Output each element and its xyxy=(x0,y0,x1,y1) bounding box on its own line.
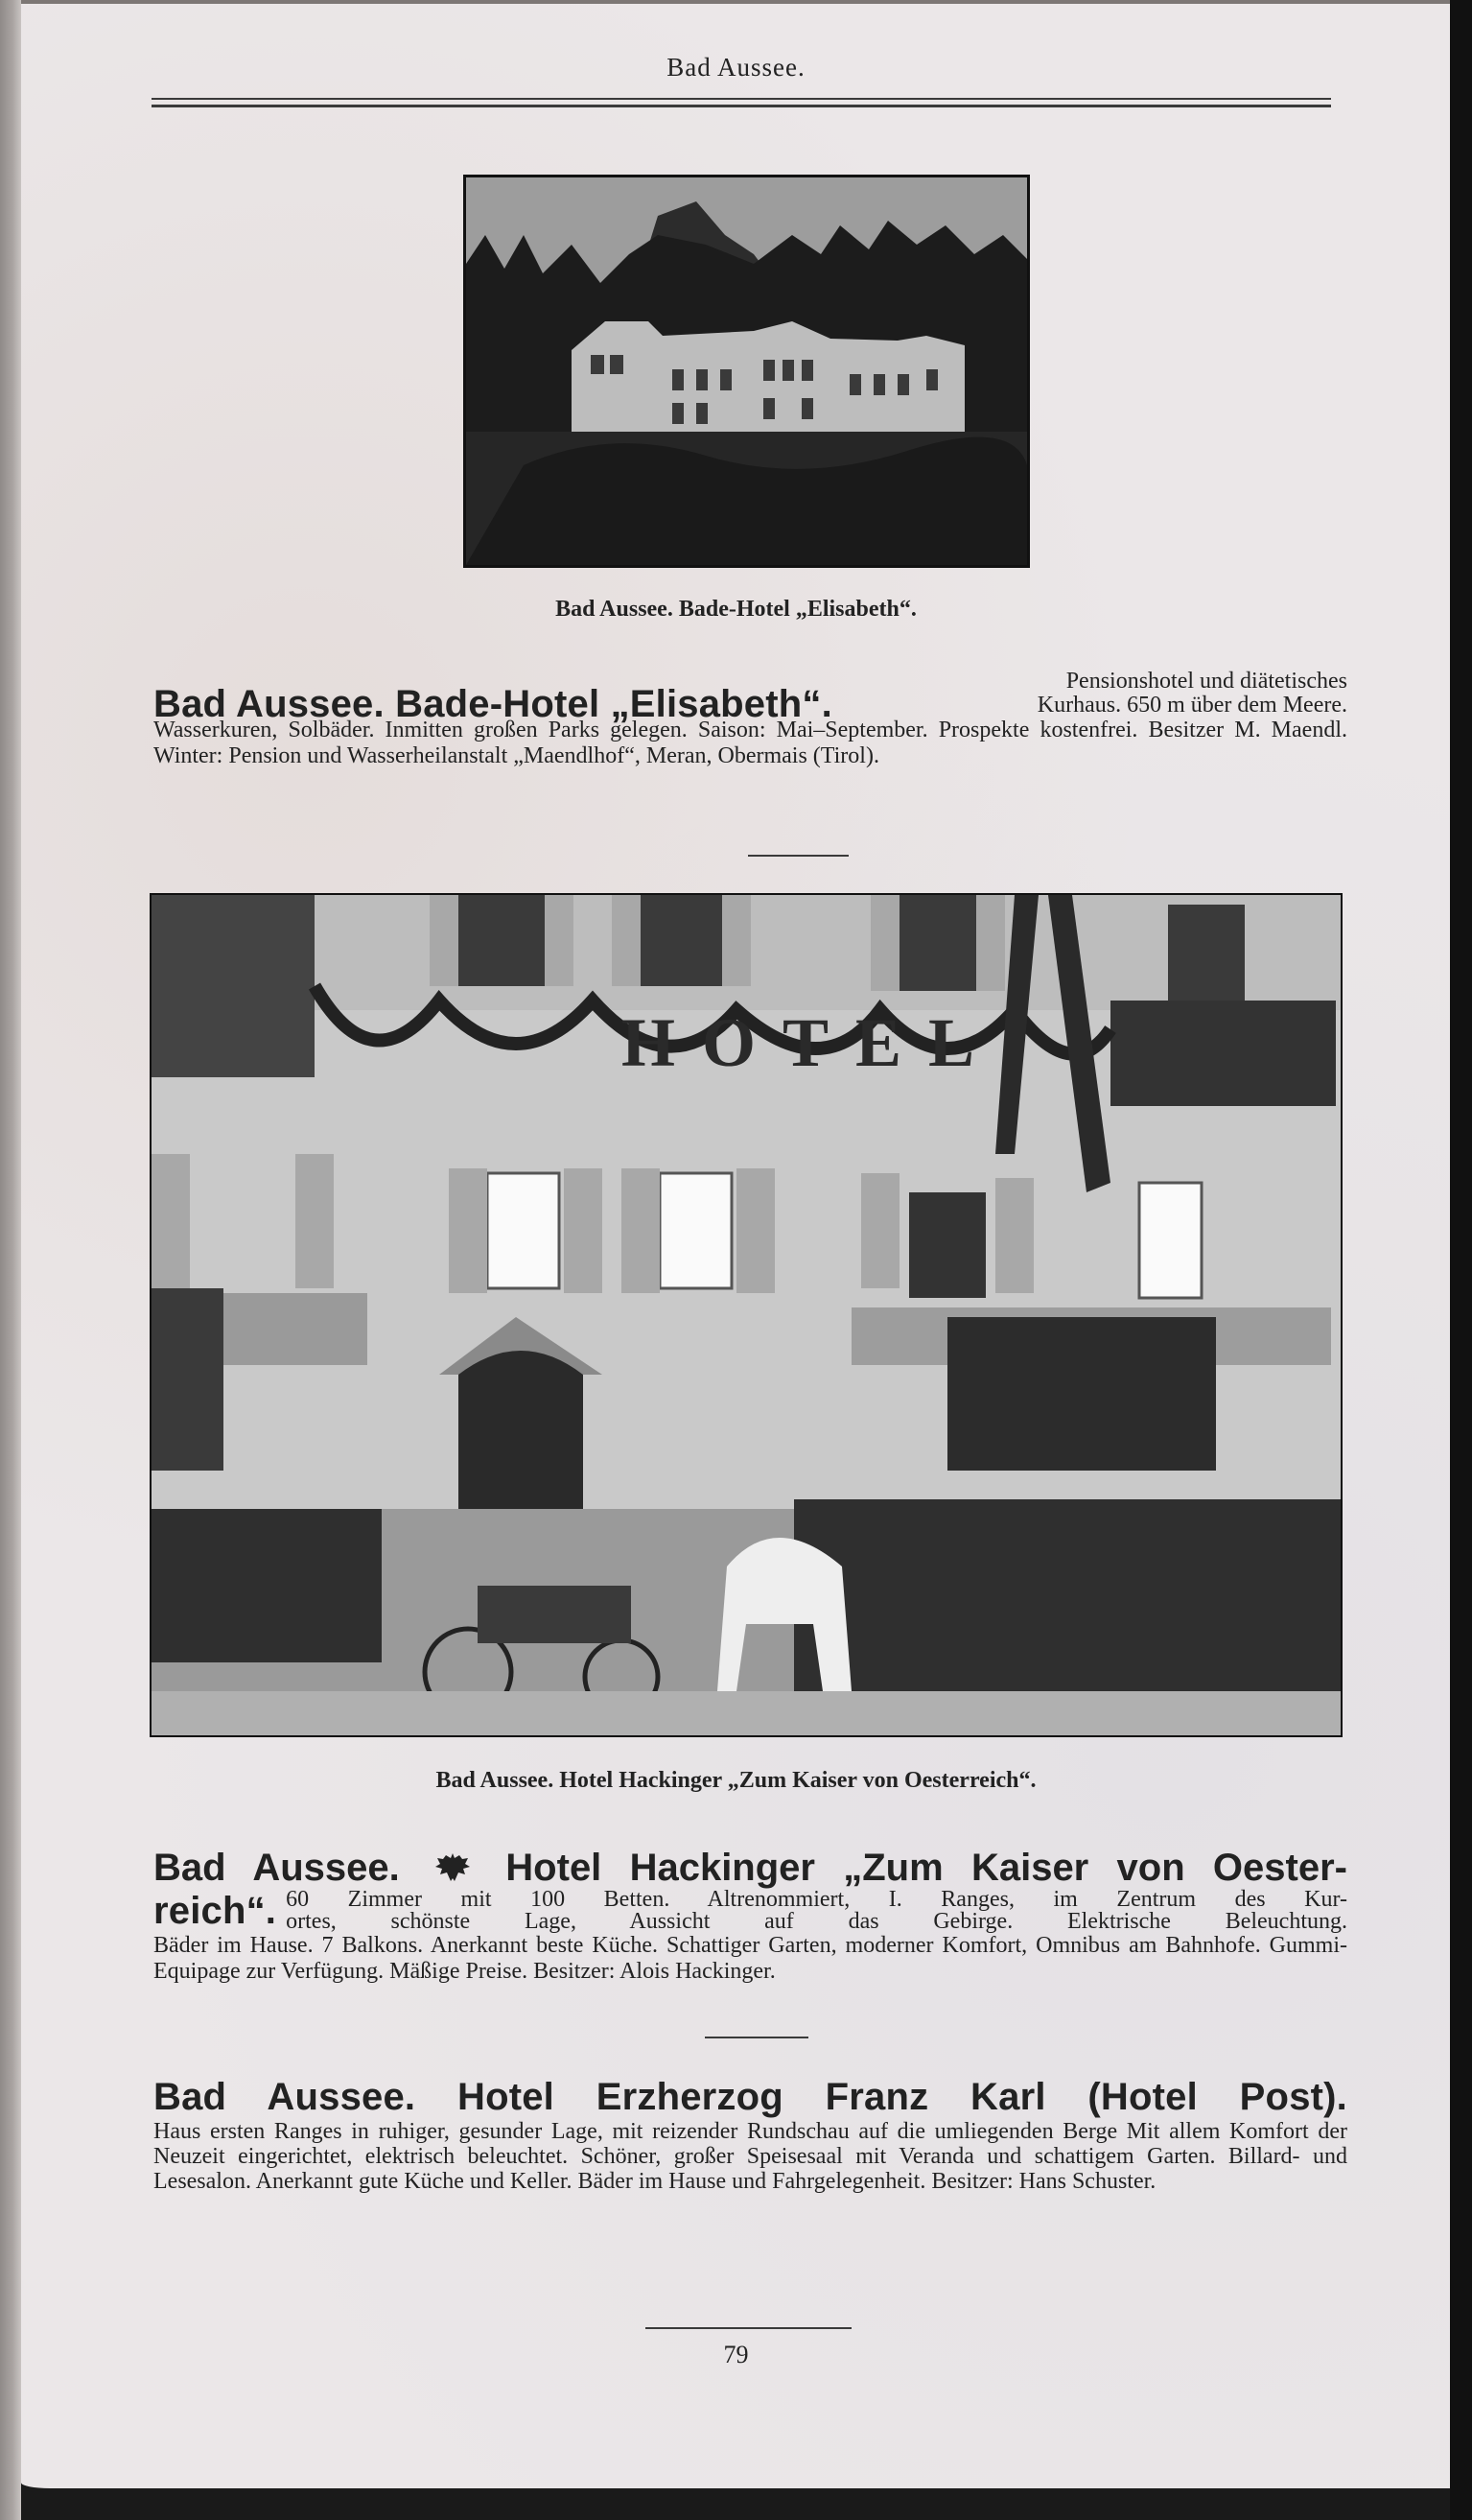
entry-title xyxy=(153,1847,1347,1889)
entry-body: Bäder im Hause. 7 Balkons. Anerkannt beste Küche. Schattiger Garten, moderner Komfort, Omnibus am Bahnhofe. Gummi-Equipage zur Verfügung. Mäßige Preise. Besitzer: Alois Hackinger. xyxy=(153,1933,1347,1984)
entry-title-part2: Hotel Hackinger „Zum Kaiser von Oester- xyxy=(505,1847,1347,1889)
entry-intro xyxy=(286,1889,1347,1933)
photo-caption-hackinger: Bad Aussee. Hotel Hackinger „Zum Kaiser von Oesterreich“. xyxy=(435,1768,1037,1793)
page-right-shadow xyxy=(1450,0,1472,2520)
entry-title: Bad Aussee. Hotel Erzherzog Franz Karl (Hotel Post). xyxy=(153,2076,1347,2118)
book-binding-edge xyxy=(0,0,21,2520)
entry-intro-line: ortes, schönste Lage, Aussicht auf das Gebirge. Elektrische Beleuchtung. xyxy=(286,1909,1347,1934)
entry-hotel-elisabeth xyxy=(153,670,1347,769)
section-divider xyxy=(645,2327,852,2329)
section-divider xyxy=(705,2037,808,2038)
photo-hotel-hackinger-image xyxy=(152,895,1341,1735)
double-headed-eagle-icon xyxy=(433,1849,472,1884)
hotel-facade-sign: HOTEL xyxy=(621,1004,1002,1081)
photo-hotel-elisabeth xyxy=(463,175,1030,568)
section-divider xyxy=(748,855,849,857)
entry-intro-line: Pensionshotel und diätetisches xyxy=(1065,669,1347,694)
entry-intro-line: Kurhaus. 650 m über dem Meere. xyxy=(1037,693,1347,718)
entry-hotel-hackinger xyxy=(153,1847,1347,1985)
photo-hotel-elisabeth-image xyxy=(466,177,1027,565)
entry-body: Wasserkuren, Solbäder. Inmitten großen Parks gelegen. Saison: Mai–September. Prospekte kostenfrei. Besitzer M. Maendl. Winter: Pension und Wasserheilanstalt „Maendlhof“, Meran, Obermais (Tirol). xyxy=(153,718,1347,768)
page-number: 79 xyxy=(723,2341,749,2368)
entry-title-part1: Bad Aussee. xyxy=(153,1847,400,1889)
photo-hotel-hackinger xyxy=(150,893,1343,1737)
running-head: Bad Aussee. xyxy=(666,53,806,82)
entry-title: Bad Aussee. Bade-Hotel „Elisabeth“. xyxy=(153,683,832,725)
photo-caption-elisabeth: Bad Aussee. Bade-Hotel „Elisabeth“. xyxy=(555,597,917,622)
entry-intro xyxy=(842,670,1347,718)
header-rule-top xyxy=(152,98,1331,100)
entry-body: Haus ersten Ranges in ruhiger, gesunder Lage, mit reizender Rundschau auf die umliegenden Berge Mit allem Komfort der Neuzeit eingerichtet, elektrisch beleuchtet. Schöner, großer Speisesaal mit Veranda und schattigem Garten. Billard- und Lesesalon. Anerkannt gute Küche und Keller. Bäder im Hause und Fahrgelegenheit. Besitzer: Hans Schuster. xyxy=(153,2119,1347,2194)
entry-intro-line: 60 Zimmer mit 100 Betten. Altrenommiert, I. Ranges, im Zentrum des Kur- xyxy=(286,1887,1347,1912)
header-rule-bottom xyxy=(152,105,1331,107)
entry-title-continuation: reich“. xyxy=(153,1889,277,1932)
entry-hotel-post xyxy=(153,2075,1347,2194)
